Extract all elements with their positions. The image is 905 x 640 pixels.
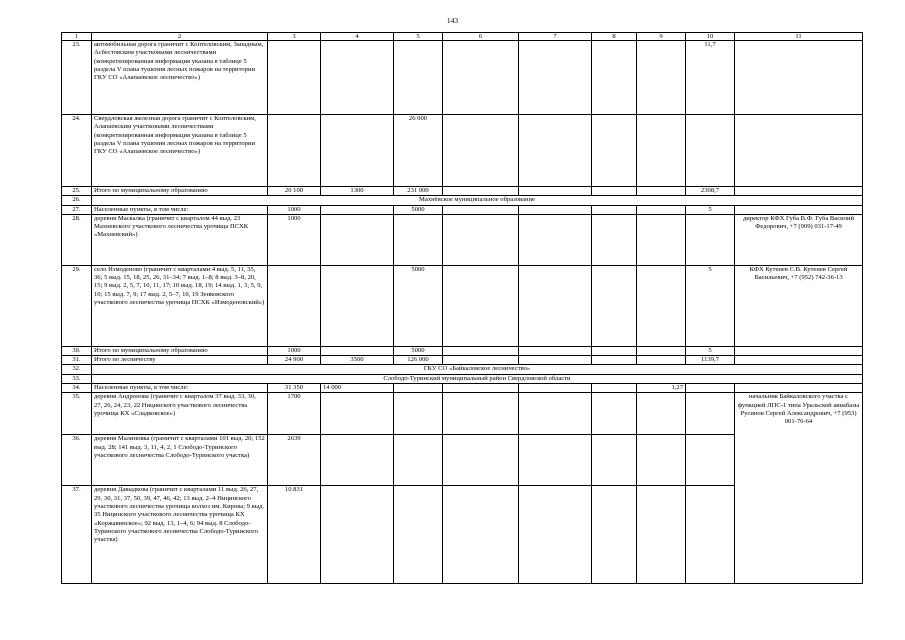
page-number: 143: [446, 16, 459, 25]
row-description: деревня Давыдкова (граничит с кварталами 11 выд. 26, 27, 29, 30, 31, 37, 50, 39, 47, 46, 42; 13 выд. 2–4 Ницинского участкового лесничества урочища колхоз им. Кирова; 9 выд. 35 Ницинского участкового лесничества урочища КХ «Коржавинское»; 92 выд. 13, 1–4, 6; 94 выд. 8 Слободо-Туринского участкового лесничества Слободо-Туринского участка): [92, 486, 268, 584]
cell-value: 5000: [394, 205, 443, 214]
row-description: автомобильная дорога граничит с Коптеловским, Западным, Асбестовским участковыми лесничествами (конкретизированная информация указана в таблице 5 раздела V плана тушения лесных пожаров на территории ГКУ СО «Алапаевское лесничество»): [92, 41, 268, 115]
table-row: [62, 356, 863, 365]
row-number: 25.: [62, 187, 92, 196]
row-number: 28.: [62, 214, 92, 265]
table-row: [62, 346, 863, 355]
table-row: [62, 205, 863, 214]
row-description: Итого по муниципальному образованию: [92, 346, 268, 355]
column-header: 4: [321, 33, 394, 41]
cell-value: 1000: [268, 214, 321, 265]
cell-value: 5000: [394, 265, 443, 346]
table-row: [62, 393, 863, 435]
responsible-contact: КФХ Кутенев С.В. Кутенев Сергей Васильевич, +7 (952) 742-36-13: [735, 265, 863, 346]
cell-value: 2639: [268, 435, 321, 486]
cell-value: 10 831: [268, 486, 321, 584]
column-header: 3: [268, 33, 321, 41]
table-row: [62, 365, 863, 374]
table-row: [62, 214, 863, 265]
cell-value: 1000: [268, 205, 321, 214]
cell-value: 14 000: [321, 384, 394, 393]
table-row: [62, 196, 863, 205]
column-header: 2: [92, 33, 268, 41]
cell-value: 3500: [321, 356, 394, 365]
section-heading: ГКУ СО «Байкаловское лесничество»: [92, 365, 863, 374]
row-number: 24.: [62, 115, 92, 187]
cell-value: 1300: [321, 187, 394, 196]
cell-value: 26 000: [394, 115, 443, 187]
row-number: 30.: [62, 346, 92, 355]
table-row: [62, 187, 863, 196]
row-description: Населенные пункты, в том числе:: [92, 205, 268, 214]
row-number: 33.: [62, 374, 92, 383]
cell-value: 5000: [394, 346, 443, 355]
row-number: 32.: [62, 365, 92, 374]
row-number: 26.: [62, 196, 92, 205]
section-heading: Махнёвское муниципальное образование: [92, 196, 863, 205]
row-number: 36.: [62, 435, 92, 486]
column-header: 5: [394, 33, 443, 41]
row-number: 27.: [62, 205, 92, 214]
cell-value: 126 000: [394, 356, 443, 365]
cell-value: 1700: [268, 393, 321, 435]
cell-value: 11,7: [686, 41, 735, 115]
row-description: село Измоденово (граничит с кварталами 4 выд. 5, 11, 35, 36; 5 выд. 15, 18, 25, 26, 31–34; 7 выд. 1–8; 8 выд. 3–8, 20, 15; 9 выд. 2, 5, 7, 10, 11, 17; 10 выд. 18, 19; 14 выд. 1, 3, 5, 9, 10; 15 выд. 7, 9; 17 выд. 2, 5–7, 10, 19 Зенковского участкового лесничества урочища ПСХК «Измоденовский»): [92, 265, 268, 346]
row-description: Итого по муниципальному образованию: [92, 187, 268, 196]
cell-value: 1,27: [637, 384, 686, 393]
column-header: 9: [637, 33, 686, 41]
row-description: Итого по лесничеству: [92, 356, 268, 365]
column-header: 6: [443, 33, 519, 41]
row-number: 31.: [62, 356, 92, 365]
column-header: 1: [62, 33, 92, 41]
responsible-contact: директор КФХ Губа В.Ф. Губа Василий Федорович, +7 (909) 031-17-49: [735, 214, 863, 265]
row-description: Населенные пункты, в том числе:: [92, 384, 268, 393]
row-number: 37.: [62, 486, 92, 584]
cell-value: 1139,7: [686, 356, 735, 365]
column-header: 7: [519, 33, 592, 41]
column-header: 11: [735, 33, 863, 41]
table-row: [62, 115, 863, 187]
column-header: 10: [686, 33, 735, 41]
row-number: 34.: [62, 384, 92, 393]
cell-value: 20 100: [268, 187, 321, 196]
row-number: 23.: [62, 41, 92, 115]
cell-value: 24 900: [268, 356, 321, 365]
row-number: 35.: [62, 393, 92, 435]
section-heading: Слободо-Туринский муниципальный район Свердловской области: [92, 374, 863, 383]
row-description: Свердловская железная дорога граничит с Коптеловским, Алапаевским участковыми лесничествами (конкретизированная информация указана в таблице 5 раздела V плана тушения лесных пожаров на территории ГКУ СО «Алапаевское лесничество»): [92, 115, 268, 187]
cell-value: 5: [686, 265, 735, 346]
row-number: 29.: [62, 265, 92, 346]
table-row: [62, 265, 863, 346]
fire-resources-table: [61, 32, 863, 584]
header-row: [62, 33, 863, 41]
cell-value: 1000: [268, 346, 321, 355]
cell-value: 2308,7: [686, 187, 735, 196]
table-row: [62, 374, 863, 383]
cell-value: 31 350: [268, 384, 321, 393]
column-header: 8: [592, 33, 637, 41]
row-description: деревня Андронова (граничит с кварталом 37 выд. 33, 30, 27, 26, 24, 23, 22 Ницинского участкового лесничества урочища КХ «Сладковское»): [92, 393, 268, 435]
cell-value: 231 000: [394, 187, 443, 196]
responsible-contact: начальник Байкаловского участка с функцией ЛПС-1 типа Уральской авиабазы Русинов Сергей Александрович, +7 (953) 001-76-64: [735, 393, 863, 584]
row-description: деревня Малиновка (граничит с кварталами 101 выд. 20; 152 выд. 28; 141 выд. 3, 11, 4, 2, 1 Слободо-Туринского участкового лесничества Слободо-Туринского участка): [92, 435, 268, 486]
row-description: деревня Маскалка (граничит с кварталом 44 выд. 23 Махневского участкового лесничества урочища ПСХК «Махневский»): [92, 214, 268, 265]
cell-value: 5: [686, 346, 735, 355]
table-row: [62, 384, 863, 393]
cell-value: 5: [686, 205, 735, 214]
table-row: [62, 41, 863, 115]
